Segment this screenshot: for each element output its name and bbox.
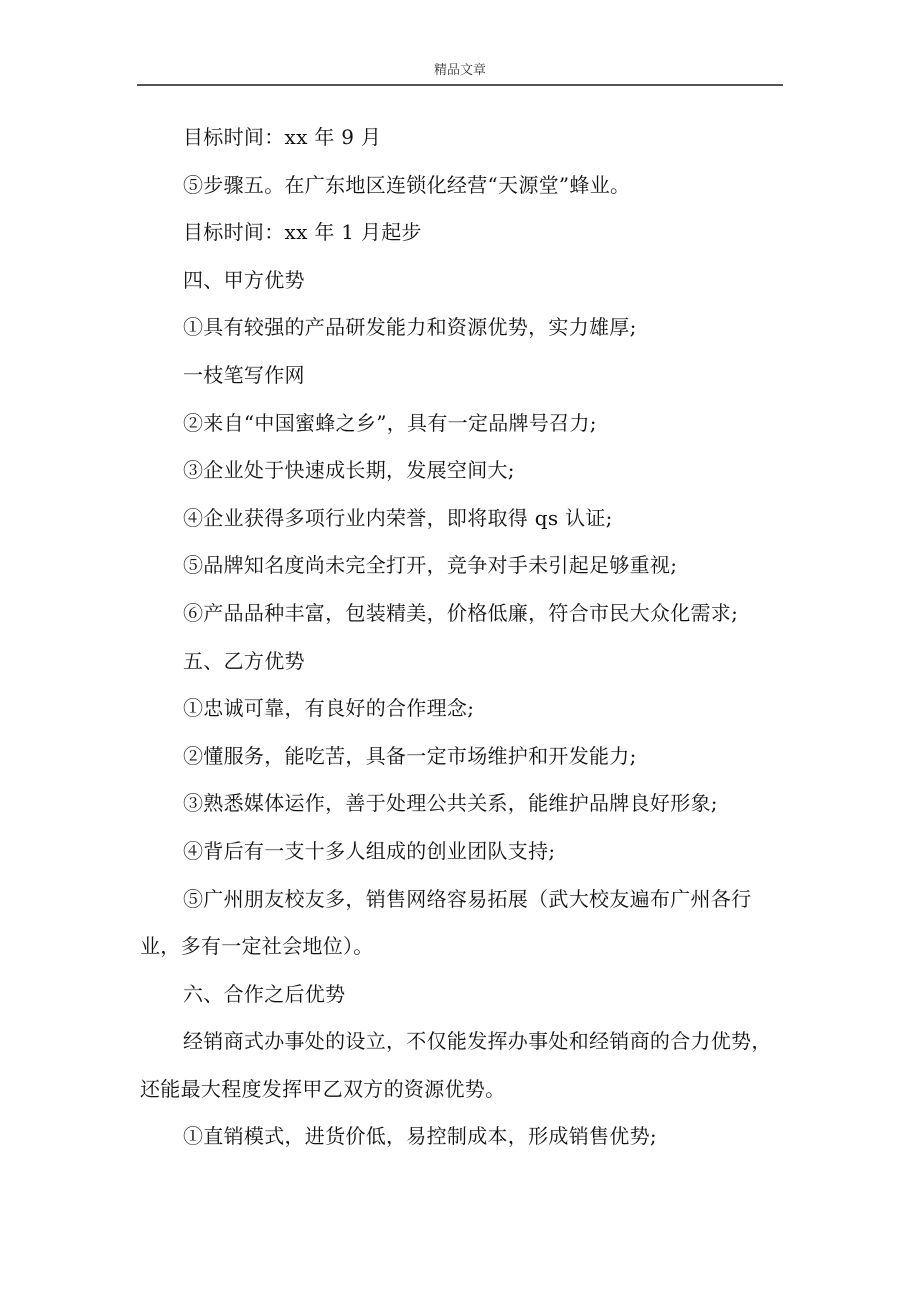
party-a-item-4: ④企业获得多项行业内荣誉，即将取得 qs 认证;: [183, 505, 613, 530]
party-b-item-3: ③熟悉媒体运作，善于处理公共关系，能维护品牌良好形象;: [183, 791, 718, 816]
section-heading-party-b: 五、乙方优势: [183, 648, 305, 673]
paragraph-target-time-2: 目标时间：xx 年 1 月起步: [183, 220, 422, 245]
header-divider: [137, 84, 783, 86]
page-header-title: 精品文章: [433, 63, 486, 78]
document-body: [140, 114, 780, 1161]
party-a-item-2: ②来自“中国蜜蜂之乡”，具有一定品牌号召力;: [183, 410, 597, 435]
party-a-item-3: ③企业处于快速成长期，发展空间大;: [183, 458, 515, 483]
site-watermark-text: 一枝笔写作网: [183, 362, 305, 387]
paragraph-target-time-1: 目标时间：xx 年 9 月: [183, 125, 382, 149]
cooperation-intro: 经销商式办事处的设立，不仅能发挥办事处和经销商的合力优势，还能最大程度发挥甲乙双方的资源优势。: [140, 1029, 772, 1101]
section-heading-party-a: 四、甲方优势: [183, 267, 305, 292]
party-b-item-2: ②懂服务，能吃苦，具备一定市场维护和开发能力;: [183, 743, 637, 768]
party-a-item-1: ①具有较强的产品研发能力和资源优势，实力雄厚;: [183, 315, 637, 340]
party-a-item-5: ⑤品牌知名度尚未完全打开，竞争对手未引起足够重视;: [183, 553, 678, 578]
party-b-item-4: ④背后有一支十多人组成的创业团队支持;: [183, 838, 556, 863]
section-heading-cooperation: 六、合作之后优势: [183, 981, 346, 1006]
cooperation-item-1: ①直销模式，进货价低，易控制成本，形成销售优势;: [183, 1124, 657, 1149]
paragraph-step-5: ⑤步骤五。在广东地区连锁化经营“天源堂”蜂业。: [183, 172, 631, 197]
party-a-item-6: ⑥产品品种丰富，包装精美，价格低廉，符合市民大众化需求;: [183, 600, 739, 625]
party-b-item-5: ⑤广州朋友校友多，销售网络容易拓展（武大校友遍布广州各行业，多有一定社会地位）。: [140, 886, 752, 959]
party-b-item-1: ①忠诚可靠，有良好的合作理念;: [183, 696, 475, 721]
